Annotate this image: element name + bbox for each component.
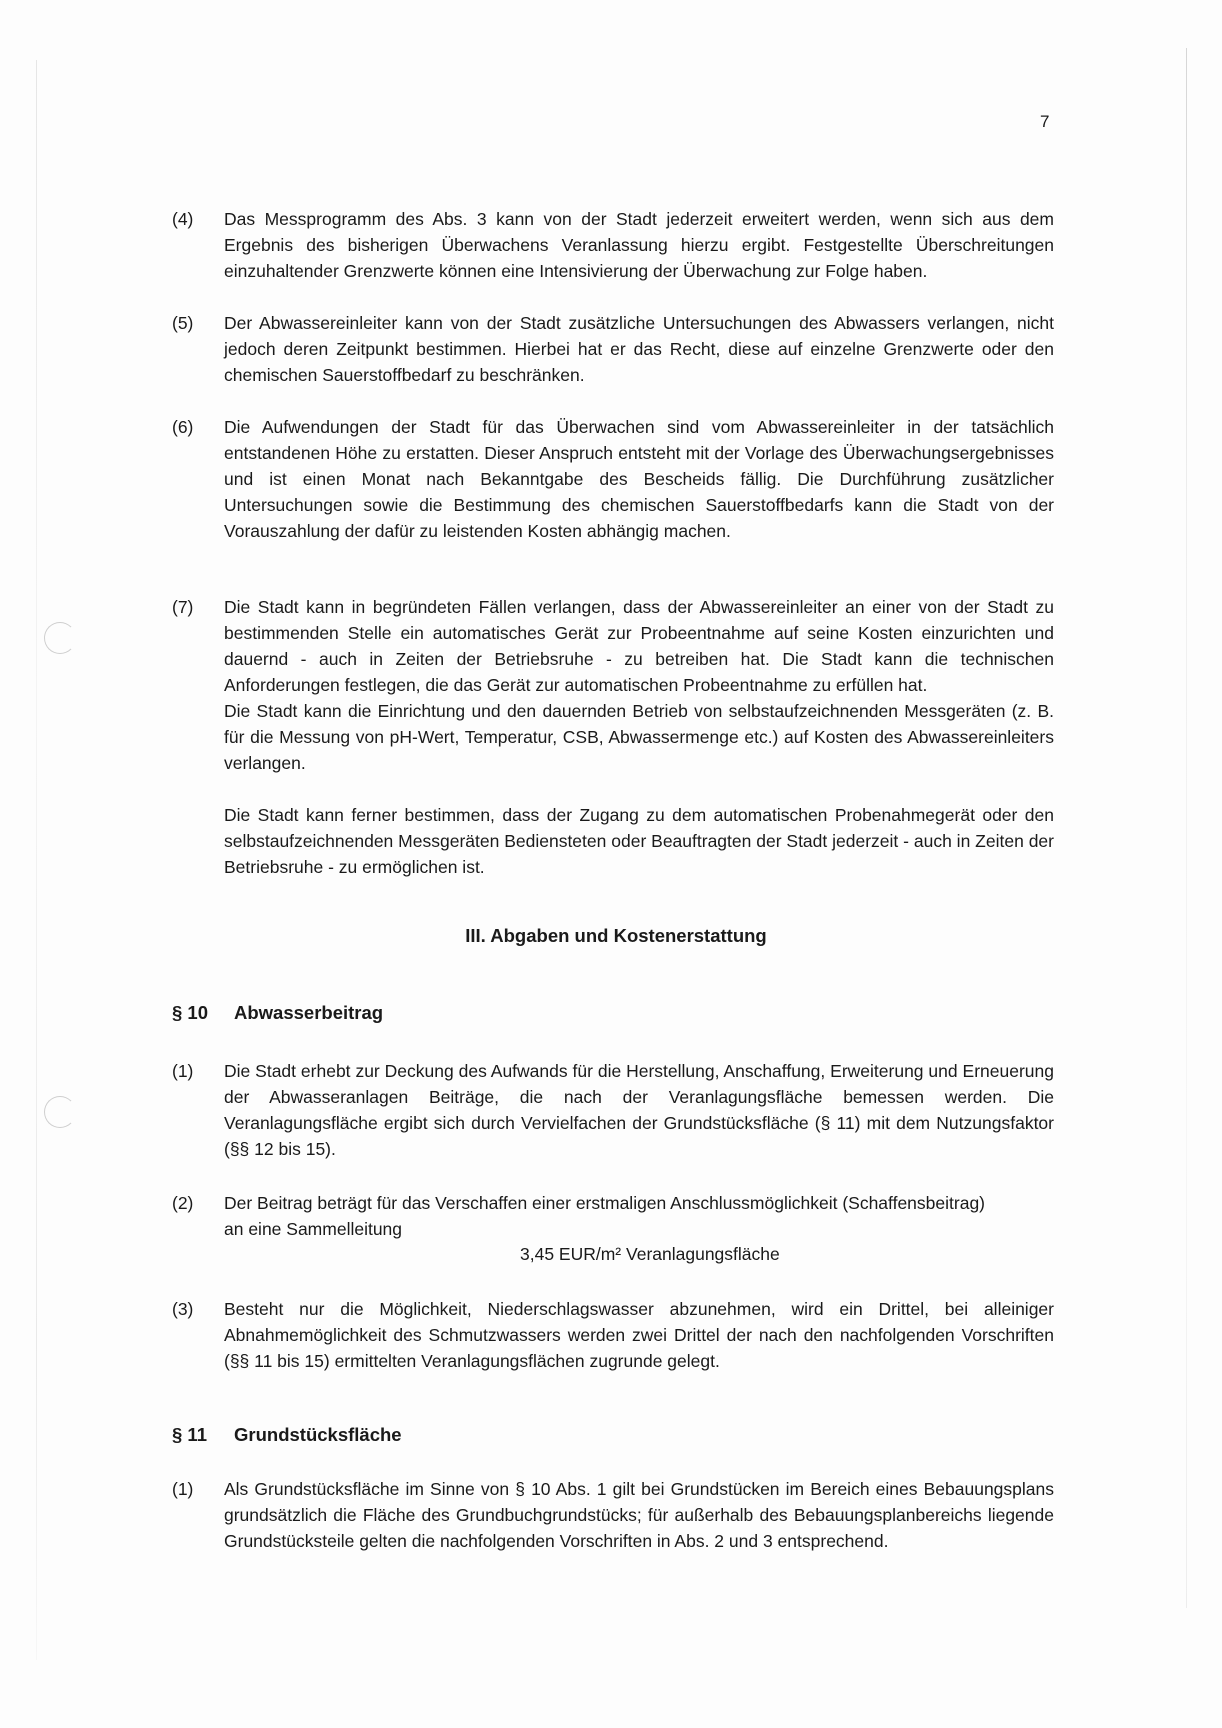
paragraph-text: Der Abwassereinleiter kann von der Stadt zusätzliche Untersuchungen des Abwassers verlangen, nicht jedoch deren Zeitpunkt bestimmen. Hierbei hat er das Recht, diese auf einzelne Grenzwerte oder den chemischen Sauerstoffbedarf zu beschränken. (224, 313, 1054, 385)
section-11-heading (172, 1424, 402, 1446)
punch-hole-mark (44, 622, 76, 654)
paragraph-text: Das Messprogramm des Abs. 3 kann von der Stadt jederzeit erweitert werden, wenn sich aus dem Ergebnis des bisherigen Überwachens Veranlassung hierzu ergibt. Festgestellte Überschreitungen einzuhaltender Grenzwerte können eine Intensivierung der Überwachung zur Folge haben. (224, 209, 1054, 281)
section-symbol: § 11 (172, 1424, 207, 1445)
paragraph-number: (3) (172, 1299, 194, 1319)
paragraph-number: (1) (172, 1479, 194, 1499)
paragraph-number: (2) (172, 1193, 194, 1213)
paragraph-text: Als Grundstücksfläche im Sinne von § 10 Abs. 1 gilt bei Grundstücken im Bereich eines Bebauungsplans grundsätzlich die Fläche des Grundbuchgrundstücks; für außerhalb des Bebauungsplanbereichs liegende Grundstücksteile gelten die nachfolgenden Vorschriften in Abs. 2 und 3 entsprechend. (224, 1479, 1054, 1551)
paragraph-number: (1) (172, 1061, 194, 1081)
paragraph-text: Die Stadt erhebt zur Deckung des Aufwands für die Herstellung, Anschaffung, Erweiterung und Erneuerung der Abwasseranlagen Beiträge, die nach der Veranlagungsfläche bemessen werden. Die Veranlagungsfläche ergibt sich durch Vervielfachen der Grundstücksfläche (§ 11) mit dem Nutzungsfaktor (§§ 12 bis 15). (224, 1061, 1054, 1159)
section-10-heading (172, 1002, 383, 1024)
paragraph-text: Die Aufwendungen der Stadt für das Überwachen sind vom Abwassereinleiter in der tatsächlich entstandenen Höhe zu erstatten. Dieser Anspruch entsteht mit der Vorlage des Überwachungsergebnisses und ist einen Monat nach Bekanntgabe des Bescheids fällig. Die Durchführung zusätzlicher Untersuchungen sowie die Bestimmung des chemischen Sauerstoffbedarfs kann die Stadt von der Vorauszahlung der dafür zu leistenden Kosten abhängig machen. (224, 417, 1054, 541)
section-title: Abwasserbeitrag (234, 1002, 384, 1023)
paragraph-text: Besteht nur die Möglichkeit, Niederschlagswasser abzunehmen, wird ein Drittel, bei alleiniger Abnahmemöglichkeit des Schmutzwassers werden zwei Drittel der nach den nachfolgenden Vorschriften (§§ 11 bis 15) ermittelten Veranlagungsflächen zugrunde gelegt. (224, 1299, 1054, 1371)
paragraph-text: Die Stadt kann in begründeten Fällen verlangen, dass der Abwassereinleiter an einer von der Stadt zu bestimmenden Stelle ein automatisches Gerät zur Probeentnahme auf seine Kosten einzurichten und dauernd - auch in Zeiten der Betriebsruhe - zu betreiben hat. Die Stadt kann die technischen Anforderungen festlegen, die das Gerät zur automatischen Probeentnahme zu erfüllen hat. Die Stadt kann die Einrichtung und den dauernden Betrieb von selbstaufzeichnenden Messgeräten (z. B. für die Messung von pH-Wert, Temperatur, CSB, Abwassermenge etc.) auf Kosten des Abwassereinleiters verlangen. Die Stadt kann ferner bestimmen, dass der Zugang zu dem automatischen Probenahmegerät oder den selbstaufzeichnenden Messgeräten Bediensteten oder Beauftragten der Stadt jederzeit - auch in Zeiten der Betriebsruhe - zu ermöglichen ist. (224, 597, 1054, 877)
paragraph-number: (4) (172, 209, 194, 229)
chapter-heading: III. Abgaben und Kostenerstattung (465, 925, 767, 946)
contribution-amount: 3,45 EUR/m² Veranlagungsfläche (520, 1244, 780, 1264)
section-symbol: § 10 (172, 1002, 209, 1023)
scan-edge-right (1186, 48, 1187, 1608)
paragraph-number: (5) (172, 313, 194, 333)
paragraph-number: (6) (172, 417, 194, 437)
punch-hole-mark (44, 1096, 76, 1128)
section-title: Grundstücksfläche (234, 1424, 402, 1445)
page-number: 7 (1040, 112, 1050, 131)
paragraph-number: (7) (172, 597, 194, 617)
scan-edge-left (36, 60, 37, 1660)
paragraph-text: Der Beitrag beträgt für das Verschaffen einer erstmaligen Anschlussmöglichkeit (Schaffensbeitrag) an eine Sammelleitung (224, 1193, 986, 1239)
